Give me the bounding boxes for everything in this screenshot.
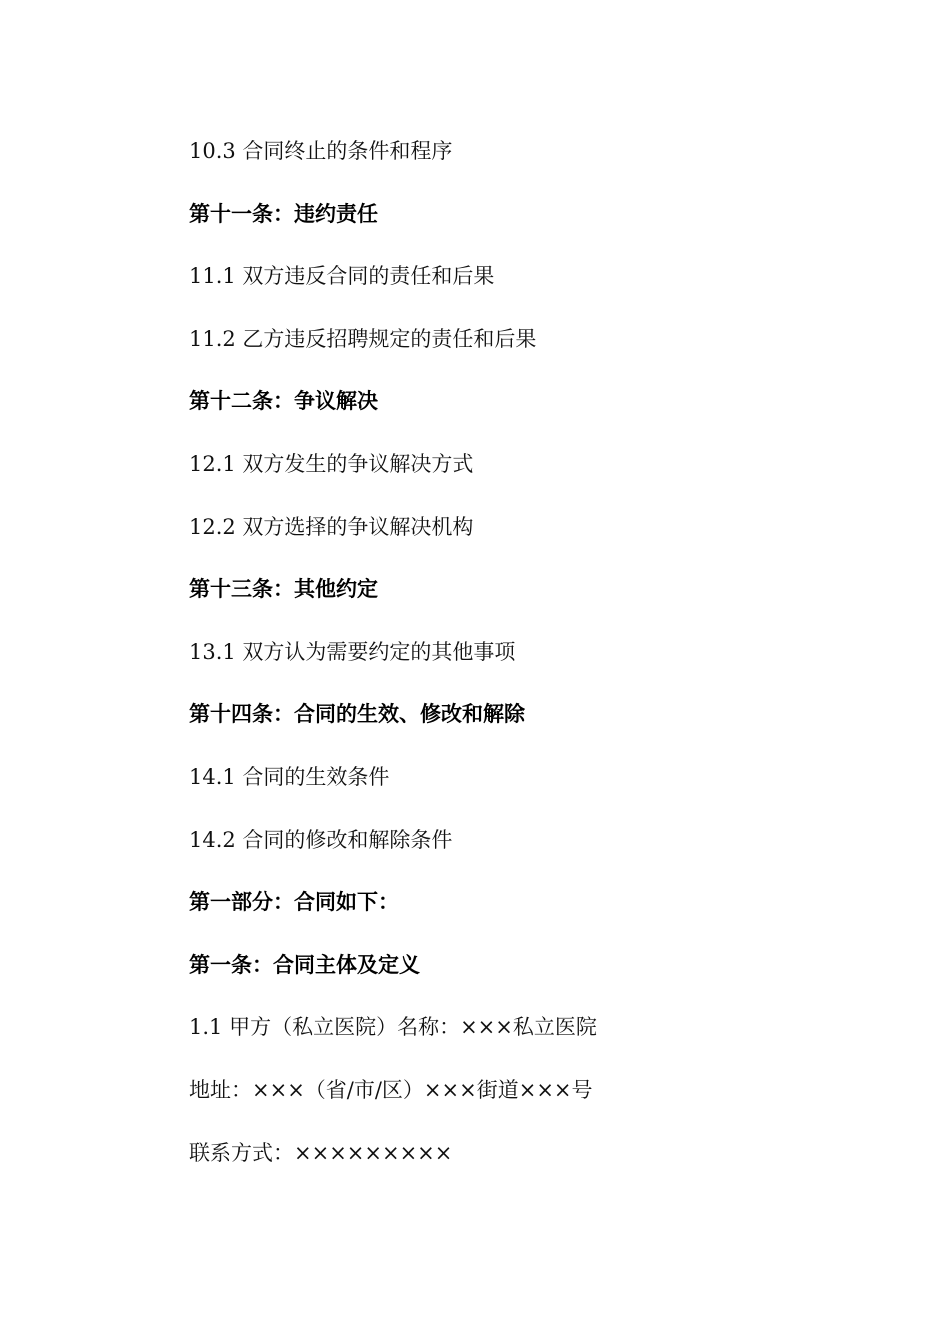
address-line: 地址：×××（省/市/区）×××街道×××号 (189, 1077, 593, 1102)
contact-line: 联系方式：××××××××× (189, 1140, 453, 1165)
clause-item-13-1: 13.1 双方认为需要约定的其他事项 (189, 639, 516, 664)
article-heading-11: 第十一条：违约责任 (189, 201, 378, 226)
clause-item-10-3: 10.3 合同终止的条件和程序 (189, 139, 453, 163)
clause-item-14-2: 14.2 合同的修改和解除条件 (189, 827, 453, 852)
article-heading-12: 第十二条：争议解决 (189, 389, 378, 414)
article-heading-13: 第十三条：其他约定 (189, 577, 378, 602)
clause-item-11-2: 11.2 乙方违反招聘规定的责任和后果 (189, 326, 537, 351)
clause-item-14-1: 14.1 合同的生效条件 (189, 764, 390, 789)
clause-item-11-1: 11.1 双方违反合同的责任和后果 (189, 264, 495, 289)
article-heading-1: 第一条：合同主体及定义 (189, 952, 420, 977)
clause-item-12-2: 12.2 双方选择的争议解决机构 (189, 514, 474, 539)
clause-item-1-1: 1.1 甲方（私立医院）名称：×××私立医院 (189, 1015, 597, 1040)
article-heading-14: 第十四条：合同的生效、修改和解除 (189, 702, 525, 727)
part-heading-1: 第一部分：合同如下： (189, 890, 399, 915)
clause-item-12-1: 12.1 双方发生的争议解决方式 (189, 451, 474, 476)
document-body (189, 131, 889, 1195)
